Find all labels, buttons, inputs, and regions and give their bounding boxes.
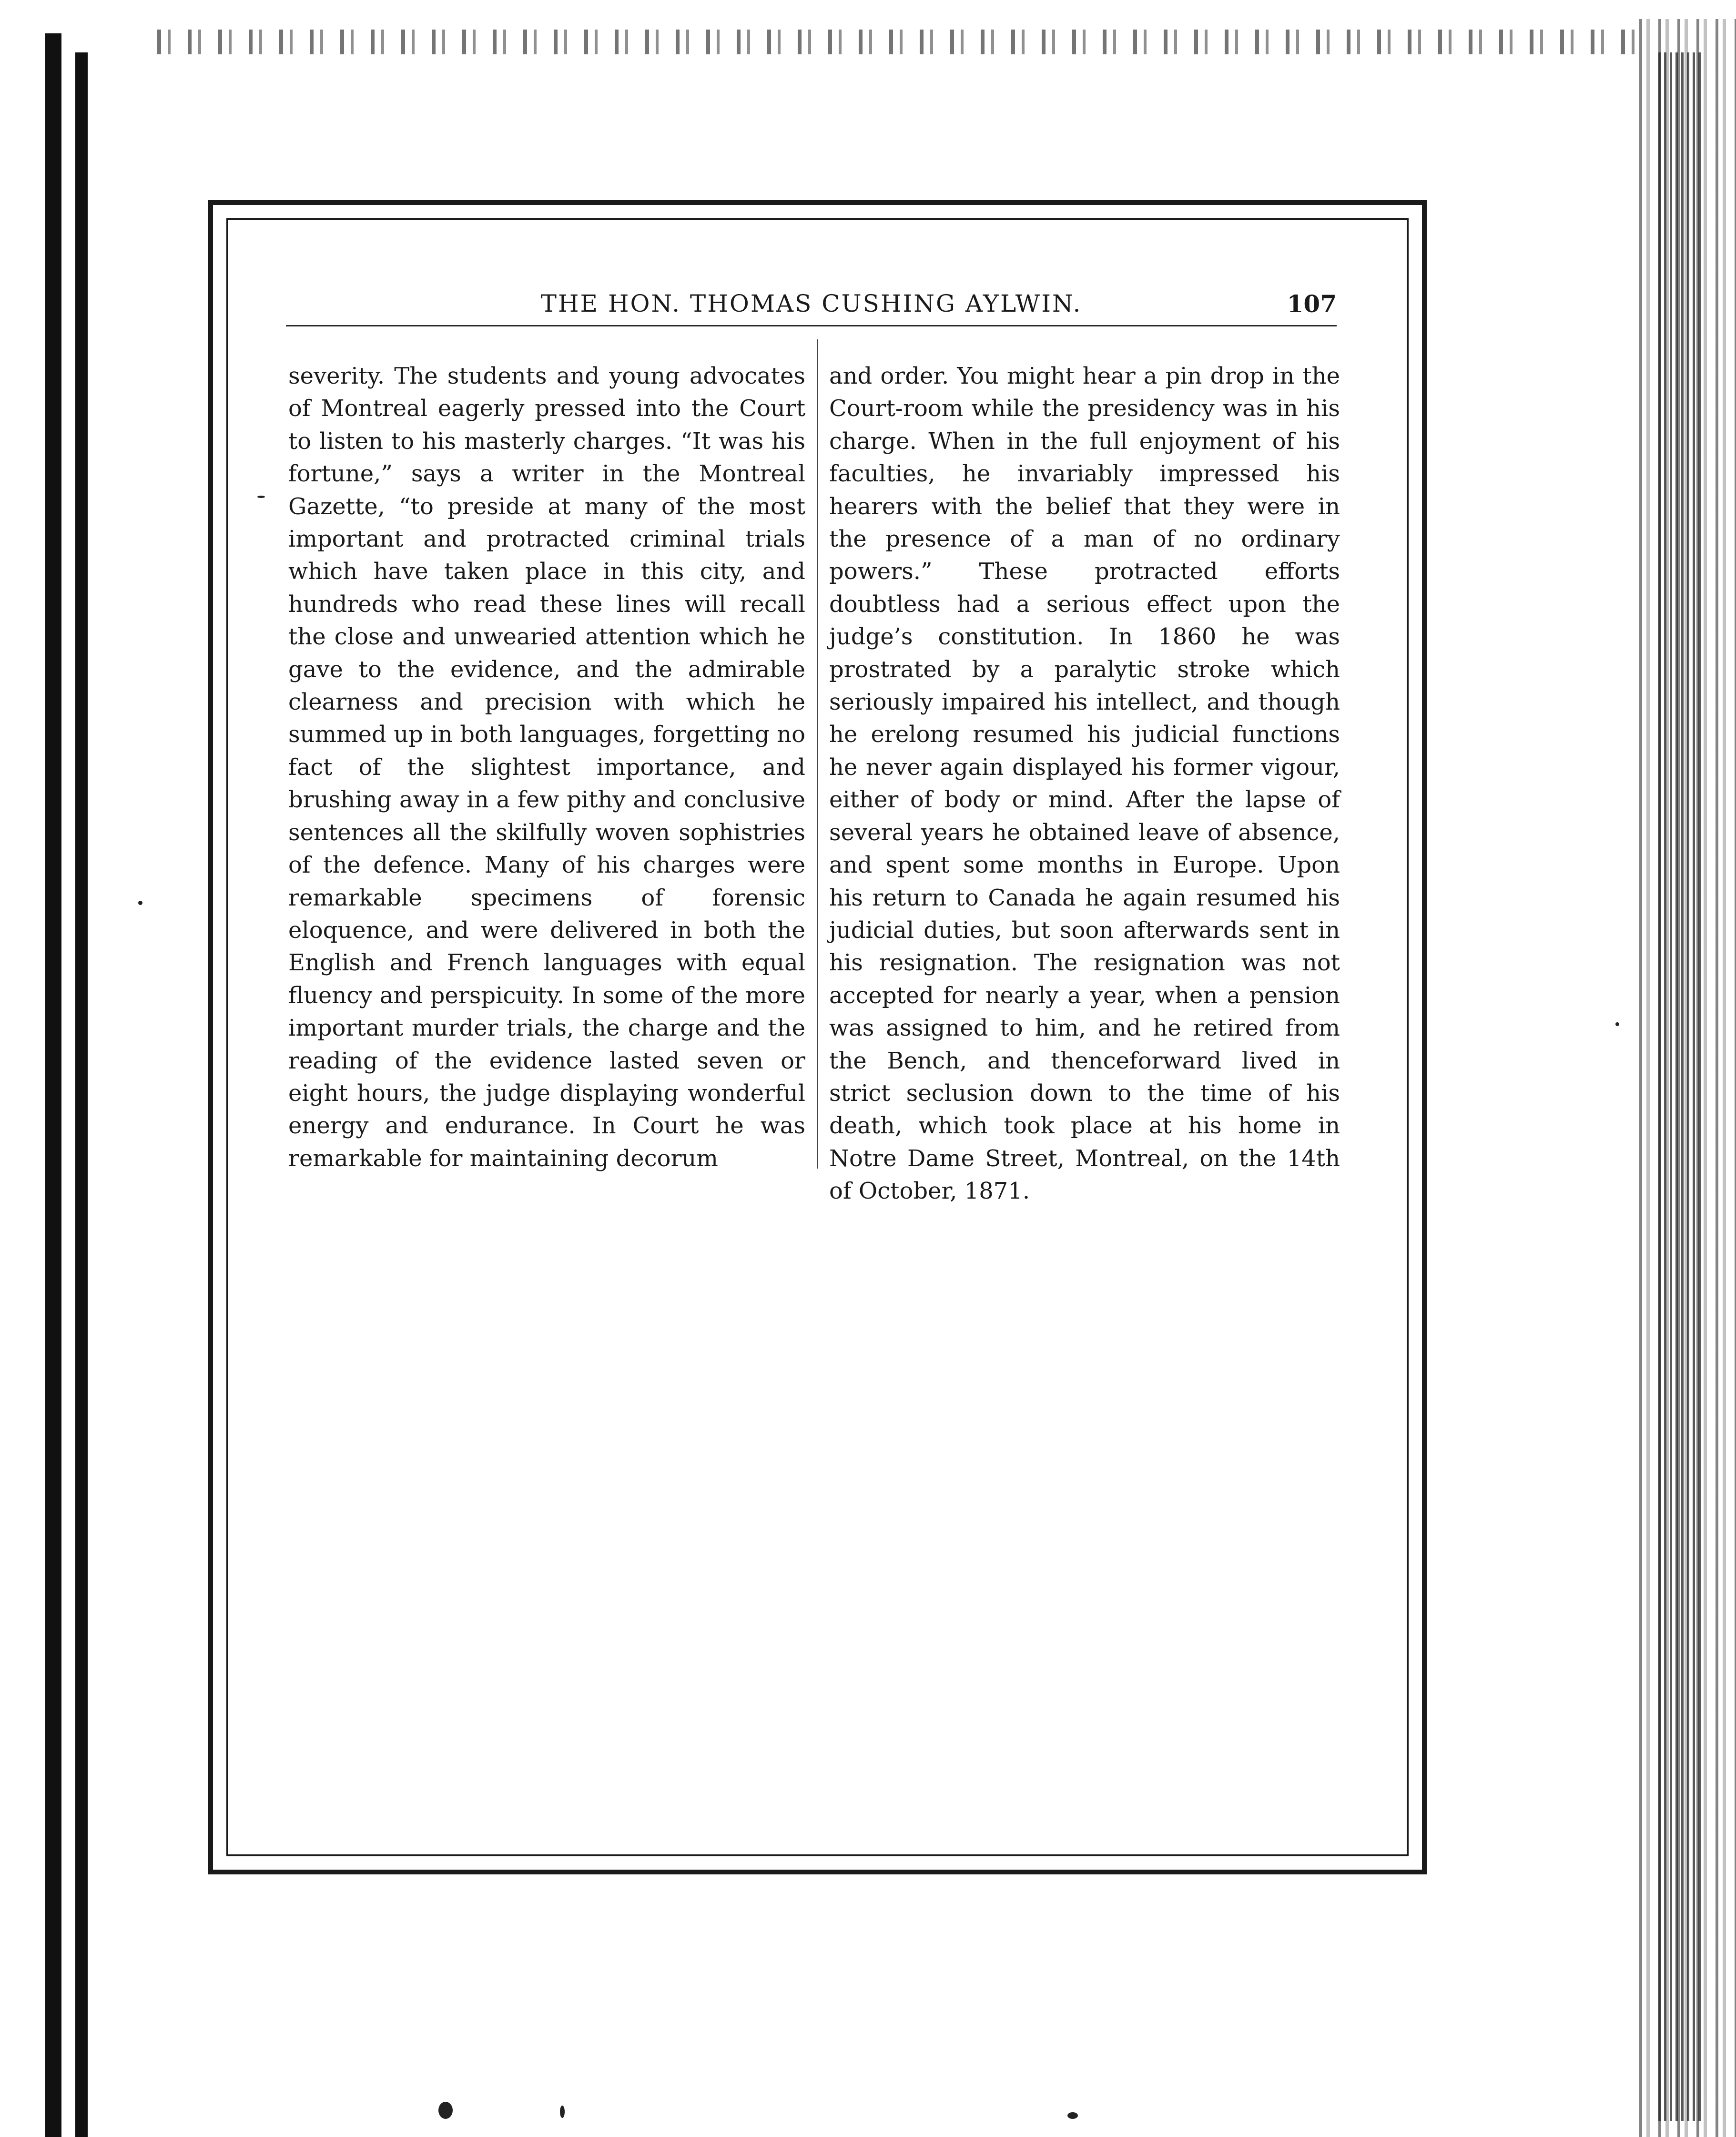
binding-edge-shadow-inner — [75, 52, 88, 2137]
running-head — [286, 284, 1337, 326]
right-scan-strip — [1658, 52, 1701, 2121]
scan-speck — [138, 901, 142, 905]
page-number: 107 — [1287, 290, 1337, 318]
column-divider — [817, 339, 818, 1169]
binding-edge-shadow — [45, 33, 61, 2137]
scan-speck — [560, 2106, 565, 2118]
top-scan-noise — [157, 30, 1644, 54]
text-column-right: and order. You might hear a pin drop in the Court-room while the presidency was in his charge. When in the full enjoyment of his faculties, he invariably impressed his hearers with the belief that they were in the presence of a man of no ordinary powers.” These protracted efforts doubtless had a serious effect upon the judge’s constitution. In 1860 he was prostrated by a paralytic stroke which seriously impaired his intellect, and though he erelong resumed his judicial functions he never again displayed his former vigour, either of body or mind. After the lapse of several years he obtained leave of absence, and spent some months in Europe. Upon his return to Canada he again resumed his judicial duties, but soon afterwards sent in his resignation. The resignation was not accepted for nearly a year, when a pension was assigned to him, and he retired from the Bench, and thenceforward lived in strict seclusion down to the time of his death, which took place at his home in Notre Dame Street, Montreal, on the 14th of October, 1871. — [829, 363, 1340, 1205]
text-column-left: severity. The students and young advocates of Montreal eagerly pressed into the Court to listen to his masterly charges. “It was his fortune,” says a writer in the Montreal Gazette, “to preside at many of the most important and protracted criminal trials which have taken place in this city, and hundreds who read these lines will recall the close and unwearied attention which he gave to the evidence, and the admirable clearness and precision with which he summed up in both languages, forgetting no fact of the slightest importance, and brushing away in a few pithy and conclusive sentences all the skilfully woven sophistries of the defence. Many of his charges were remarkable specimens of forensic eloquence, and were delivered in both the English and French languages with equal fluency and perspicuity. In some of the more important murder trials, the charge and the reading of the evidence lasted seven or eight hours, the judge displaying wonderful energy and endurance. In Court he was remarkable for maintaining decorum — [288, 363, 805, 1172]
scan-speck — [438, 2102, 453, 2119]
running-head-title: THE HON. THOMAS CUSHING AYLWIN. — [540, 290, 1082, 317]
scan-speck — [1067, 2112, 1078, 2119]
scan-speck — [1615, 1022, 1619, 1026]
